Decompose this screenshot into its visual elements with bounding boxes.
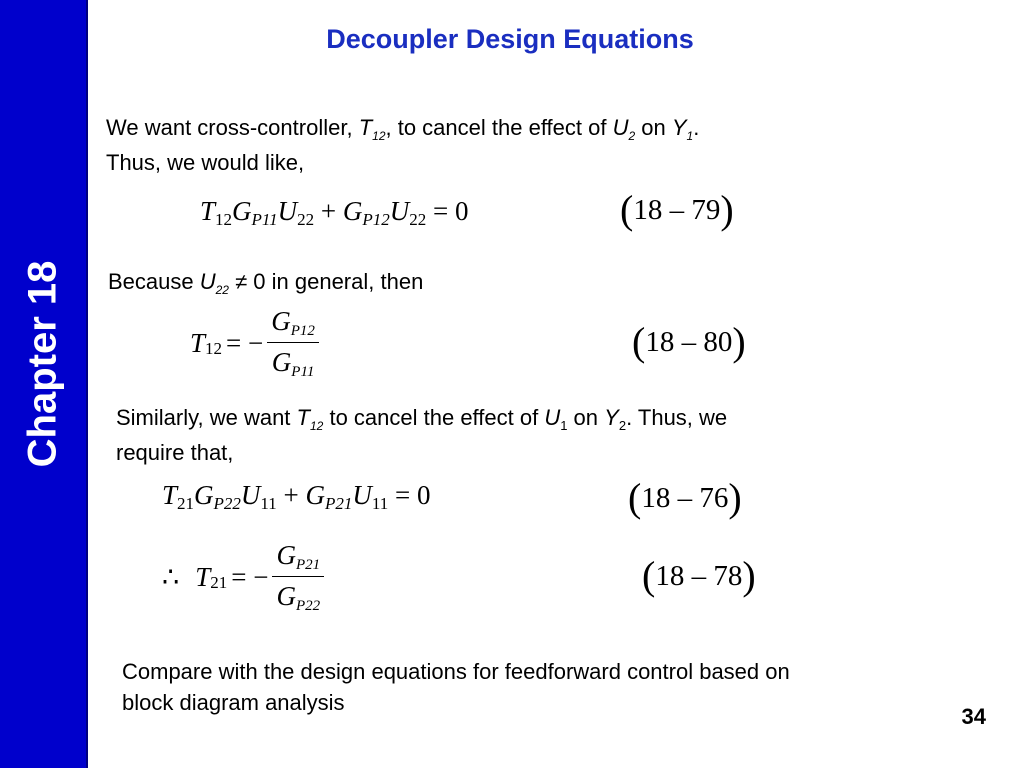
- symbol-Y: Y: [604, 405, 619, 430]
- subscript: P11: [291, 364, 315, 380]
- subscript: 12: [205, 338, 223, 358]
- symbol-G: G: [271, 347, 292, 377]
- subscript: 22: [297, 210, 315, 229]
- text-segment: on: [635, 115, 672, 140]
- equation-18-76: [162, 480, 431, 511]
- paragraph-compare: [122, 656, 790, 718]
- symbol-T: T: [195, 562, 211, 592]
- symbol-T: T: [162, 480, 178, 510]
- text-segment: We want cross-controller,: [106, 115, 359, 140]
- plus-sign: +: [314, 196, 343, 226]
- right-paren: ): [742, 553, 756, 598]
- subscript: 11: [371, 494, 389, 513]
- subscript: P22: [213, 494, 241, 513]
- equation-number-text: 18 – 78: [655, 559, 743, 592]
- left-paren: (: [632, 319, 646, 364]
- subscript: 12: [309, 419, 324, 433]
- equation-18-78: [162, 540, 324, 615]
- right-paren: ): [720, 187, 734, 232]
- fraction: [272, 540, 324, 615]
- paragraph-similarly: [116, 402, 727, 468]
- equation-number-text: 18 – 76: [641, 481, 729, 514]
- text-segment: Similarly, we want: [116, 405, 297, 430]
- equation-number-18-78: [642, 553, 756, 598]
- subscript: P12: [290, 323, 315, 339]
- paragraph-intro-line1: [106, 112, 699, 147]
- symbol-U: U: [352, 480, 372, 510]
- paragraph-compare-line2: block diagram analysis: [122, 690, 345, 715]
- subscript: 2: [618, 418, 627, 433]
- subscript: 12: [215, 210, 233, 229]
- left-paren: (: [628, 475, 642, 520]
- therefore-symbol: ∴: [162, 562, 180, 592]
- symbol-T: T: [190, 328, 206, 358]
- subscript: P22: [295, 598, 321, 614]
- subscript: P21: [295, 557, 321, 573]
- page-number: 34: [961, 704, 986, 729]
- left-paren: (: [620, 187, 634, 232]
- equation-18-79: [200, 196, 469, 227]
- subscript: 1: [560, 418, 568, 433]
- denominator: [272, 577, 324, 615]
- subscript: 1: [686, 129, 694, 143]
- symbol-G: G: [276, 581, 296, 611]
- symbol-U: U: [612, 115, 629, 140]
- symbol-T: T: [200, 196, 216, 226]
- equation-number-text: 18 – 79: [633, 193, 721, 226]
- slide-title: Decoupler Design Equations: [326, 24, 694, 54]
- symbol-G: G: [194, 480, 214, 510]
- fraction: [267, 306, 319, 381]
- symbol-U: U: [389, 196, 410, 226]
- equation-number-18-80: [632, 319, 746, 364]
- numerator: [267, 306, 319, 342]
- symbol-U: U: [199, 269, 216, 294]
- subscript: 11: [260, 494, 277, 513]
- paragraph-intro: [106, 112, 699, 178]
- symbol-T: T: [296, 405, 310, 430]
- text-segment: . Thus, we: [626, 405, 728, 430]
- equals-zero: = 0: [388, 480, 431, 510]
- subscript: 22: [215, 283, 229, 297]
- equals-zero: = 0: [426, 196, 469, 226]
- paragraph-similarly-line2: require that,: [116, 440, 234, 465]
- subscript: 2: [628, 129, 636, 143]
- chapter-label: Chapter 18: [20, 260, 65, 468]
- subscript: 22: [409, 210, 427, 229]
- symbol-U: U: [277, 196, 298, 226]
- subscript: 21: [177, 494, 195, 513]
- text-segment: on: [567, 405, 605, 430]
- subscript: P11: [251, 210, 278, 229]
- equals-minus: = −: [231, 562, 269, 592]
- symbol-U: U: [544, 405, 561, 430]
- equals-minus: = −: [226, 328, 264, 358]
- right-paren: ): [728, 475, 742, 520]
- symbol-G: G: [232, 196, 252, 226]
- text-segment: , to cancel the effect of: [385, 115, 613, 140]
- left-paren: (: [642, 553, 656, 598]
- paragraph-intro-line2: Thus, we would like,: [106, 150, 305, 175]
- text-segment: to cancel the effect of: [323, 405, 545, 430]
- paragraph-similarly-line1: [116, 402, 727, 437]
- text-segment: ≠ 0 in general, then: [228, 269, 424, 294]
- paragraph-because: [108, 266, 423, 301]
- subscript: 21: [210, 572, 228, 592]
- subscript: 12: [372, 129, 386, 143]
- subscript: P21: [325, 494, 353, 513]
- chapter-sidebar: [0, 0, 88, 768]
- symbol-G: G: [305, 480, 326, 510]
- equation-18-80: [190, 306, 319, 381]
- text-segment: Because: [108, 269, 200, 294]
- symbol-G: G: [276, 540, 296, 570]
- symbol-T: T: [358, 115, 373, 140]
- paragraph-compare-line1: Compare with the design equations for feedforward control based on: [122, 659, 790, 684]
- subscript: P12: [362, 210, 390, 229]
- symbol-U: U: [240, 480, 261, 510]
- text-segment: .: [693, 115, 700, 140]
- numerator: [272, 540, 324, 576]
- equation-number-18-76: [628, 475, 742, 520]
- equation-number-text: 18 – 80: [645, 325, 733, 358]
- equation-number-18-79: [620, 187, 734, 232]
- right-paren: ): [732, 319, 746, 364]
- denominator: [268, 343, 319, 381]
- symbol-G: G: [271, 306, 291, 336]
- plus-sign: +: [276, 480, 306, 510]
- symbol-G: G: [342, 196, 363, 226]
- symbol-Y: Y: [671, 115, 687, 140]
